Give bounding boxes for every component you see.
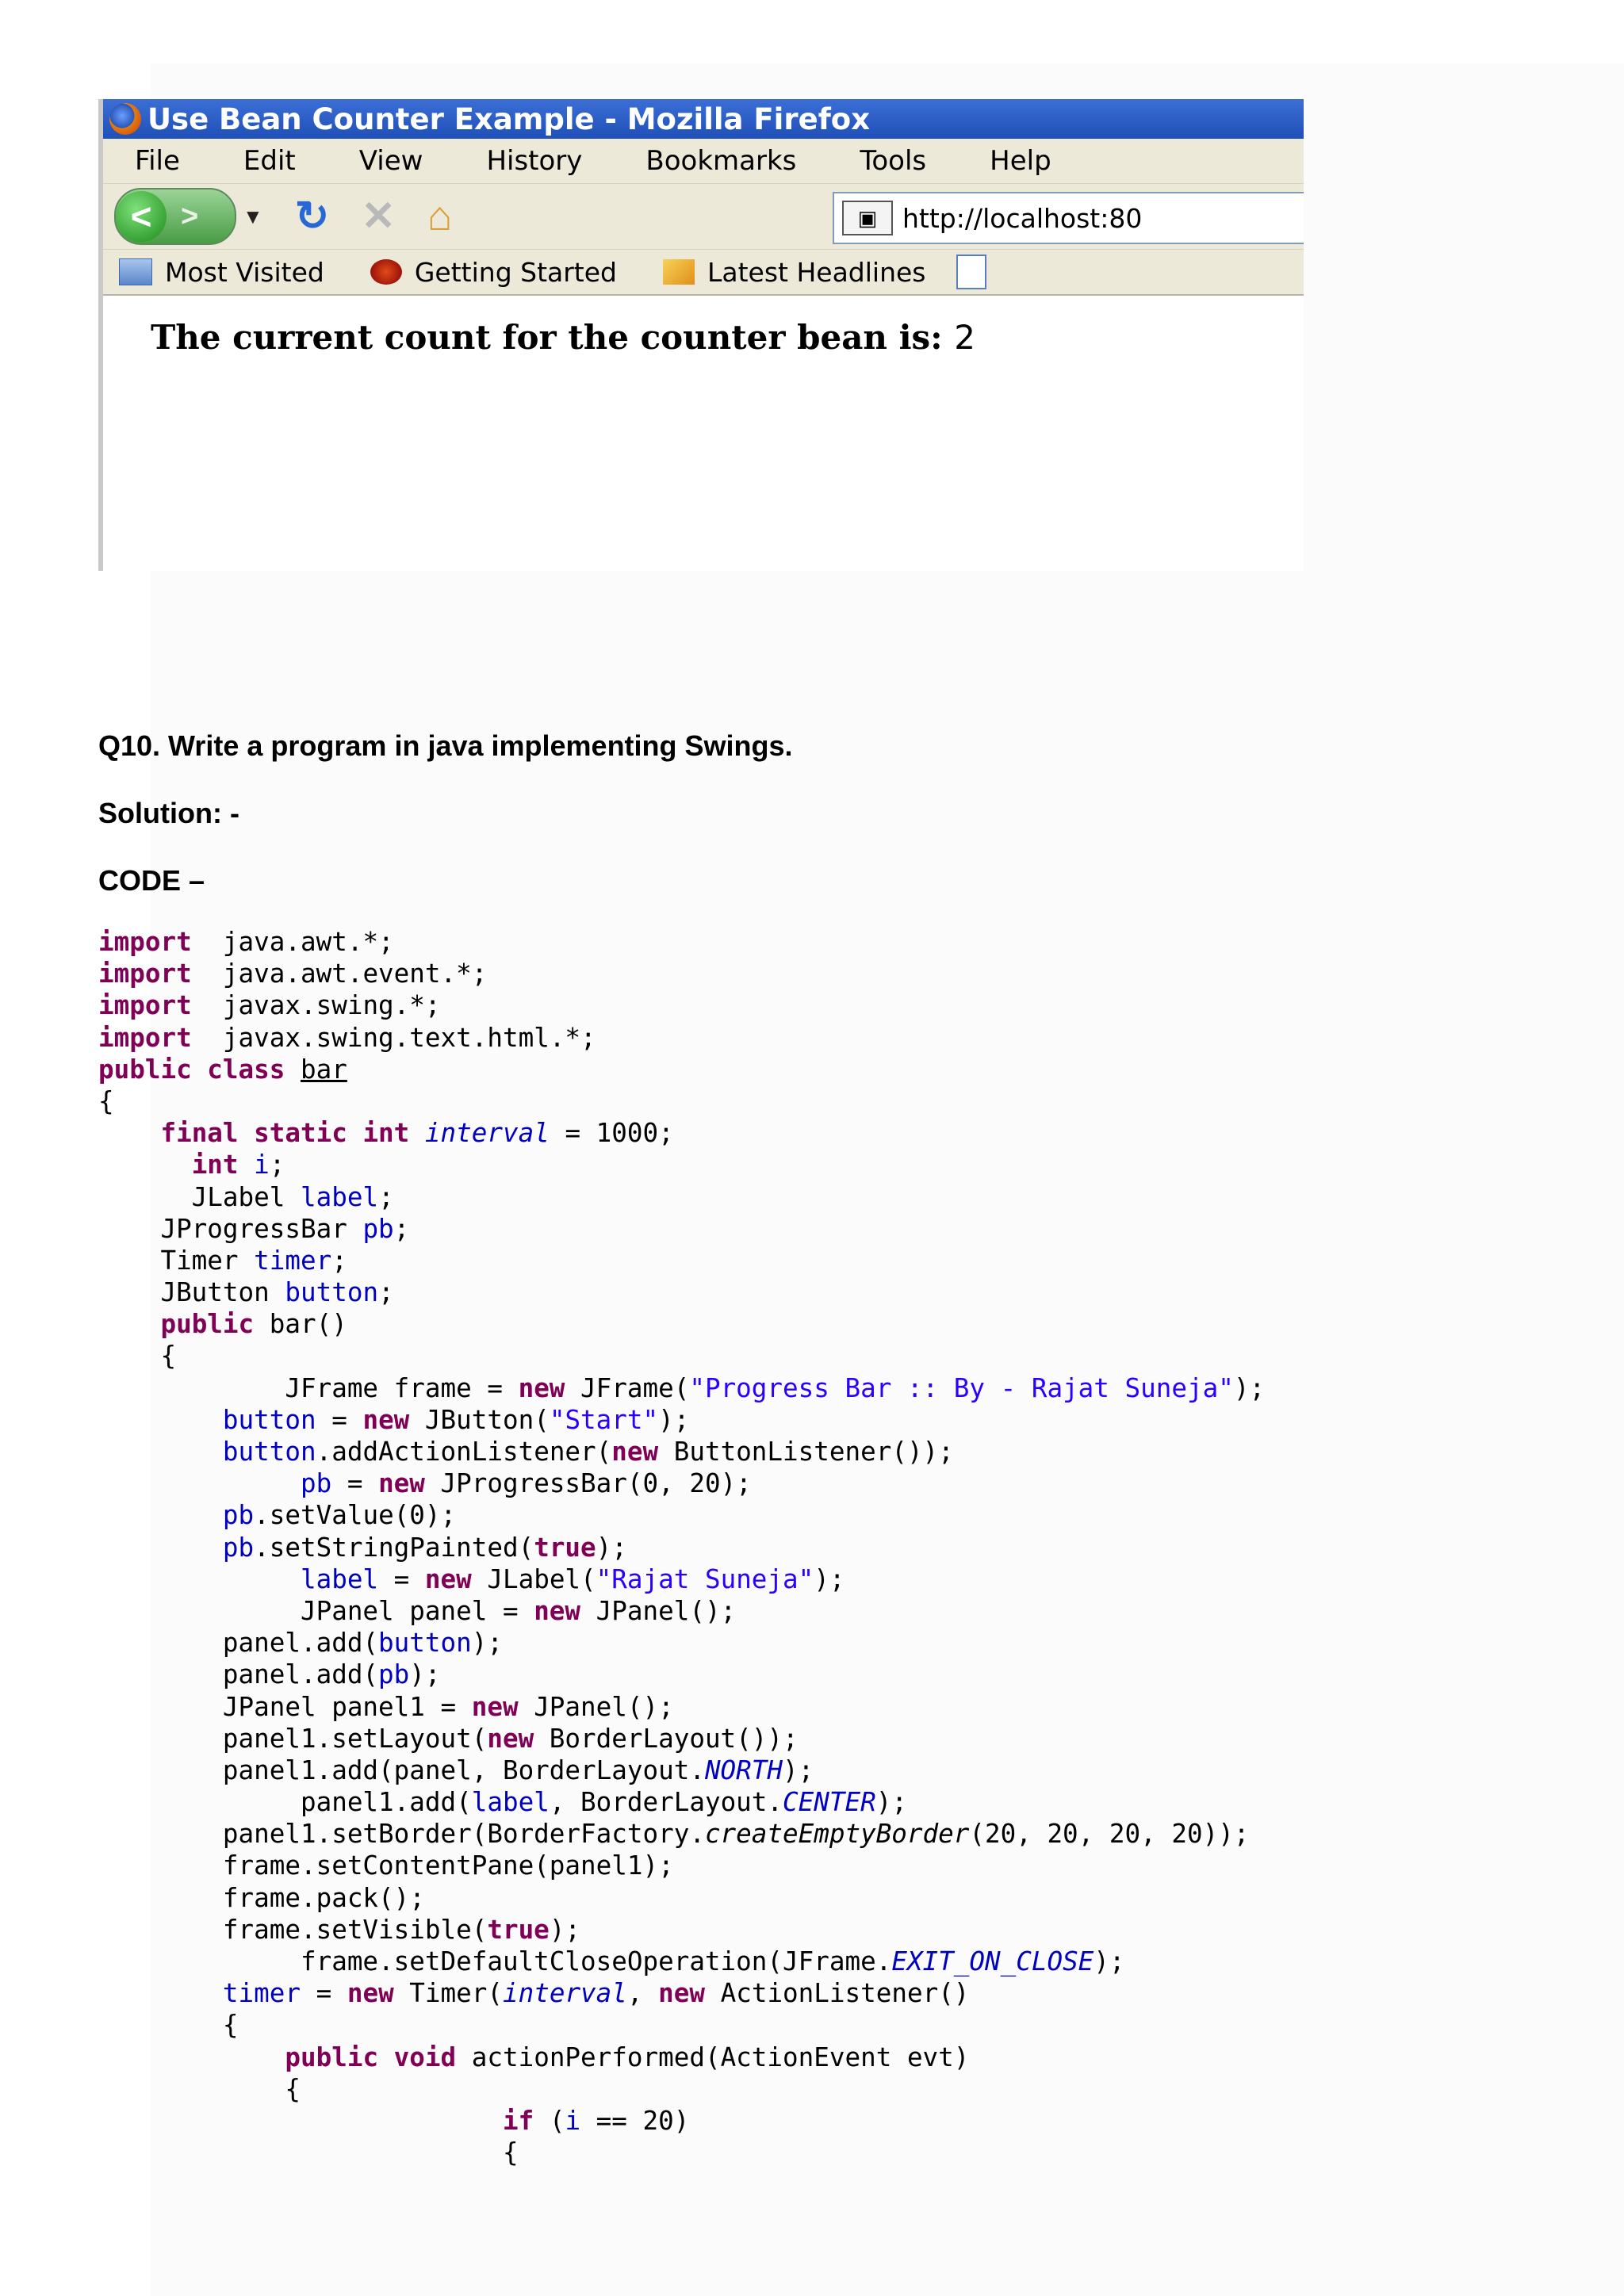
code-token: actionPerformed(ActionEvent evt): [456, 2042, 970, 2072]
code-token: , BorderLayout.: [549, 1787, 783, 1818]
code-line: [98, 1818, 1265, 1850]
count-value: 2: [954, 318, 976, 357]
firefox-logo-icon: [109, 103, 141, 135]
code-token: JButton: [98, 1277, 285, 1308]
code-token: );: [783, 1755, 814, 1785]
code-token: =: [301, 1978, 347, 2009]
code-token: public void: [285, 2042, 457, 2072]
code-token: timer: [222, 1978, 301, 2009]
code-token: new: [518, 1372, 565, 1403]
address-bar[interactable]: [833, 192, 1304, 244]
bookmarks-toolbar: [103, 249, 1304, 296]
code-token: [98, 1564, 301, 1594]
menu-item[interactable]: Tools: [860, 145, 927, 177]
code-token: pb: [378, 1659, 410, 1690]
code-line: [98, 1691, 1265, 1723]
code-token: CENTER: [783, 1787, 876, 1818]
code-token: [409, 1118, 425, 1148]
code-line: [98, 1436, 1265, 1468]
code-token: pb: [362, 1213, 394, 1244]
code-token: =: [378, 1563, 425, 1594]
code-line: [98, 2073, 1265, 2105]
code-token: {: [98, 2010, 239, 2041]
code-token: ,: [626, 1978, 659, 2009]
code-token: = 1000;: [549, 1118, 674, 1149]
code-token: java.awt.*;: [191, 927, 394, 957]
code-line: [98, 1213, 1265, 1245]
code-token: i: [565, 2105, 581, 2136]
code-token: new: [611, 1437, 659, 1467]
code-line: [98, 1627, 1265, 1659]
code-token: pb: [300, 1468, 332, 1499]
code-line: [98, 989, 1265, 1021]
solution-label: Solution: -: [98, 797, 239, 829]
code-line: [98, 1946, 1265, 1977]
code-token: import: [98, 927, 192, 957]
code-token: label: [300, 1181, 379, 1212]
code-token: == 20): [580, 2105, 690, 2136]
code-token: label: [471, 1787, 550, 1818]
code-token: new: [487, 1723, 534, 1754]
code-token: );: [471, 1628, 503, 1659]
code-line: [98, 1468, 1265, 1499]
code-token: public: [160, 1309, 255, 1340]
code-token: true: [487, 1914, 550, 1945]
code-token: ActionListener(): [704, 1978, 970, 2009]
code-token: ;: [378, 1277, 394, 1308]
code-token: JLabel(: [471, 1563, 596, 1594]
code-line: [98, 1499, 1265, 1531]
back-forward-buttons[interactable]: [114, 188, 236, 245]
code-token: panel1.setBorder(BorderFactory.: [98, 1819, 705, 1850]
browser-titlebar: [103, 99, 1304, 139]
code-token: [98, 1150, 192, 1180]
code-listing: [98, 926, 1265, 2168]
code-token: pb: [222, 1532, 255, 1563]
code-token: [98, 1468, 301, 1498]
code-token: );: [814, 1563, 845, 1594]
home-icon[interactable]: ⌂: [427, 193, 453, 239]
code-line: [98, 1755, 1265, 1786]
code-line: [98, 2137, 1265, 2168]
code-token: (: [534, 2105, 565, 2136]
menu-item[interactable]: History: [486, 145, 583, 177]
code-token: import: [98, 1022, 192, 1053]
code-token: JPanel();: [518, 1691, 674, 1722]
code-line: [98, 2009, 1265, 2041]
code-token: );: [875, 1787, 907, 1818]
code-line: [98, 1786, 1265, 1818]
code-token: JPanel panel1 =: [98, 1691, 472, 1722]
code-line: [98, 1022, 1265, 1054]
code-token: JProgressBar: [98, 1213, 363, 1244]
back-arrow-icon[interactable]: <: [116, 191, 167, 242]
getting-started-icon: [370, 259, 402, 285]
code-token: [98, 1118, 160, 1148]
reload-icon[interactable]: ↻: [294, 193, 330, 239]
browser-content: [103, 296, 1304, 357]
code-token: (20, 20, 20, 20));: [969, 1819, 1250, 1850]
menu-item[interactable]: Edit: [243, 145, 296, 177]
code-token: panel1.add(panel, BorderLayout.: [98, 1755, 705, 1785]
code-token: [98, 1500, 223, 1530]
menu-item[interactable]: Help: [990, 145, 1051, 177]
code-line: [98, 926, 1265, 958]
code-token: EXIT_ON_CLOSE: [891, 1946, 1094, 1976]
code-token: interval: [502, 1978, 627, 2009]
code-token: );: [409, 1659, 441, 1690]
stop-icon[interactable]: ✕: [361, 193, 396, 239]
code-token: new: [471, 1691, 519, 1722]
code-line: [98, 1977, 1265, 2009]
code-token: new: [347, 1978, 394, 2009]
code-token: [98, 1405, 223, 1435]
code-line: [98, 2105, 1265, 2137]
code-token: new: [424, 1563, 472, 1594]
bookmark-latest-headlines[interactable]: [647, 257, 926, 288]
code-token: [285, 1054, 301, 1085]
code-token: .addActionListener(: [316, 1437, 612, 1467]
code-line: [98, 1245, 1265, 1276]
code-token: panel1.add(: [98, 1787, 472, 1818]
code-token: panel.add(: [98, 1659, 379, 1690]
code-token: [98, 2106, 503, 2136]
code-line: [98, 1532, 1265, 1563]
code-token: "Start": [549, 1404, 659, 1435]
code-token: JFrame(: [565, 1372, 690, 1403]
bookmark-label: Getting Started: [414, 256, 617, 288]
bookmark-most-visited[interactable]: [103, 257, 324, 288]
page-icon: ▣: [842, 201, 893, 235]
code-token: panel.add(: [98, 1628, 379, 1659]
code-token: JLabel: [98, 1181, 301, 1212]
code-token: import: [98, 959, 192, 989]
code-token: JPanel();: [580, 1595, 737, 1626]
code-token: {: [98, 2073, 301, 2104]
code-token: Timer(: [393, 1978, 503, 2009]
menu-item[interactable]: File: [135, 145, 180, 177]
browser-navbar: [103, 184, 1304, 249]
code-line: [98, 1340, 1265, 1372]
code-token: {: [98, 1085, 114, 1116]
code-line: [98, 1181, 1265, 1213]
code-token: interval: [424, 1118, 550, 1149]
code-token: frame.pack();: [98, 1882, 425, 1913]
code-token: button: [378, 1628, 472, 1659]
code-token: frame.setContentPane(panel1);: [98, 1850, 674, 1881]
code-token: panel1.setLayout(: [98, 1723, 488, 1754]
code-token: "Progress Bar :: By - Rajat Suneja": [689, 1372, 1234, 1403]
code-token: JPanel panel =: [98, 1595, 534, 1626]
code-token: javax.swing.text.html.*;: [191, 1022, 596, 1053]
code-label: CODE –: [98, 864, 205, 897]
code-token: [98, 1978, 223, 2008]
code-line: [98, 2042, 1265, 2073]
code-token: timer: [254, 1245, 332, 1276]
code-token: ;: [378, 1181, 394, 1212]
code-token: [98, 1309, 160, 1339]
code-line: [98, 1563, 1265, 1595]
code-line: [98, 1276, 1265, 1308]
code-token: =: [331, 1468, 379, 1499]
code-token: Timer: [98, 1245, 255, 1276]
code-token: );: [596, 1532, 627, 1563]
code-token: ;: [393, 1213, 410, 1244]
code-token: new: [362, 1404, 410, 1435]
question-heading: Q10. Write a program in java implementing Swings.: [98, 729, 793, 762]
bookmark-label: Most Visited: [165, 256, 324, 288]
bookmark-getting-started[interactable]: [354, 257, 617, 288]
code-token: public class: [98, 1054, 285, 1085]
code-line: [98, 1914, 1265, 1946]
page-bookmark-icon[interactable]: [956, 254, 986, 289]
bookmark-label: Latest Headlines: [707, 256, 926, 288]
code-line: [98, 1149, 1265, 1181]
browser-screenshot: [98, 99, 1304, 571]
most-visited-icon: [119, 258, 152, 285]
code-token: ;: [331, 1245, 347, 1276]
code-token: BorderLayout());: [534, 1723, 799, 1754]
code-line: [98, 1595, 1265, 1627]
code-token: new: [378, 1468, 425, 1499]
code-token: );: [549, 1914, 581, 1945]
code-token: final static int: [160, 1118, 410, 1149]
code-token: {: [98, 1341, 177, 1372]
code-token: button: [222, 1437, 316, 1467]
rss-feed-icon: [663, 259, 695, 285]
code-token: new: [658, 1978, 705, 2009]
code-token: int: [191, 1150, 239, 1181]
code-token: javax.swing.*;: [191, 990, 441, 1021]
code-line: [98, 1850, 1265, 1881]
code-line: [98, 1308, 1265, 1340]
code-token: if: [502, 2105, 534, 2136]
code-token: java.awt.event.*;: [191, 959, 488, 989]
code-token: JButton(: [409, 1404, 550, 1435]
browser-menubar: [103, 139, 1304, 184]
code-token: JProgressBar(0, 20);: [424, 1468, 752, 1499]
code-token: [98, 2042, 285, 2072]
code-token: label: [300, 1563, 379, 1594]
forward-arrow-icon[interactable]: >: [181, 199, 199, 233]
history-dropdown-icon[interactable]: ▼: [243, 204, 263, 228]
code-token: button: [285, 1277, 379, 1308]
code-line: [98, 1117, 1265, 1149]
code-line: [98, 1659, 1265, 1690]
code-token: NORTH: [704, 1755, 783, 1785]
code-token: );: [1094, 1946, 1125, 1976]
code-token: true: [534, 1532, 596, 1563]
code-token: import: [98, 990, 192, 1021]
code-line: [98, 1054, 1265, 1085]
menu-item[interactable]: View: [358, 145, 423, 177]
code-token: bar(): [254, 1309, 347, 1340]
code-token: i: [254, 1150, 270, 1181]
code-token: ButtonListener());: [658, 1437, 954, 1467]
code-token: .setStringPainted(: [254, 1532, 534, 1563]
code-line: [98, 1404, 1265, 1436]
code-token: JFrame frame =: [98, 1372, 519, 1403]
code-token: button: [222, 1404, 316, 1435]
code-token: new: [534, 1595, 581, 1626]
code-line: [98, 1723, 1265, 1755]
code-token: [98, 1437, 223, 1467]
code-line: [98, 958, 1265, 989]
code-token: );: [1233, 1372, 1266, 1403]
menu-item[interactable]: Bookmarks: [645, 145, 797, 177]
code-token: pb: [222, 1500, 255, 1531]
code-line: [98, 1882, 1265, 1914]
url-text[interactable]: http://localhost:80: [902, 202, 1143, 234]
code-token: frame.setDefaultCloseOperation(JFrame.: [98, 1946, 892, 1976]
code-token: .setValue(0);: [254, 1500, 457, 1531]
browser-title: Use Bean Counter Example - Mozilla Firefox: [147, 101, 871, 136]
code-token: );: [658, 1404, 690, 1435]
code-line: [98, 1085, 1265, 1117]
code-token: [239, 1150, 255, 1180]
code-token: createEmptyBorder: [704, 1819, 970, 1850]
code-token: {: [98, 2137, 519, 2168]
code-token: bar: [301, 1054, 347, 1085]
code-token: =: [316, 1404, 363, 1435]
code-token: ;: [269, 1150, 285, 1181]
code-token: [98, 1533, 223, 1563]
code-token: frame.setVisible(: [98, 1914, 488, 1945]
code-token: "Rajat Suneja": [596, 1563, 814, 1594]
content-text: The current count for the counter bean is:: [151, 318, 943, 357]
code-line: [98, 1372, 1265, 1404]
